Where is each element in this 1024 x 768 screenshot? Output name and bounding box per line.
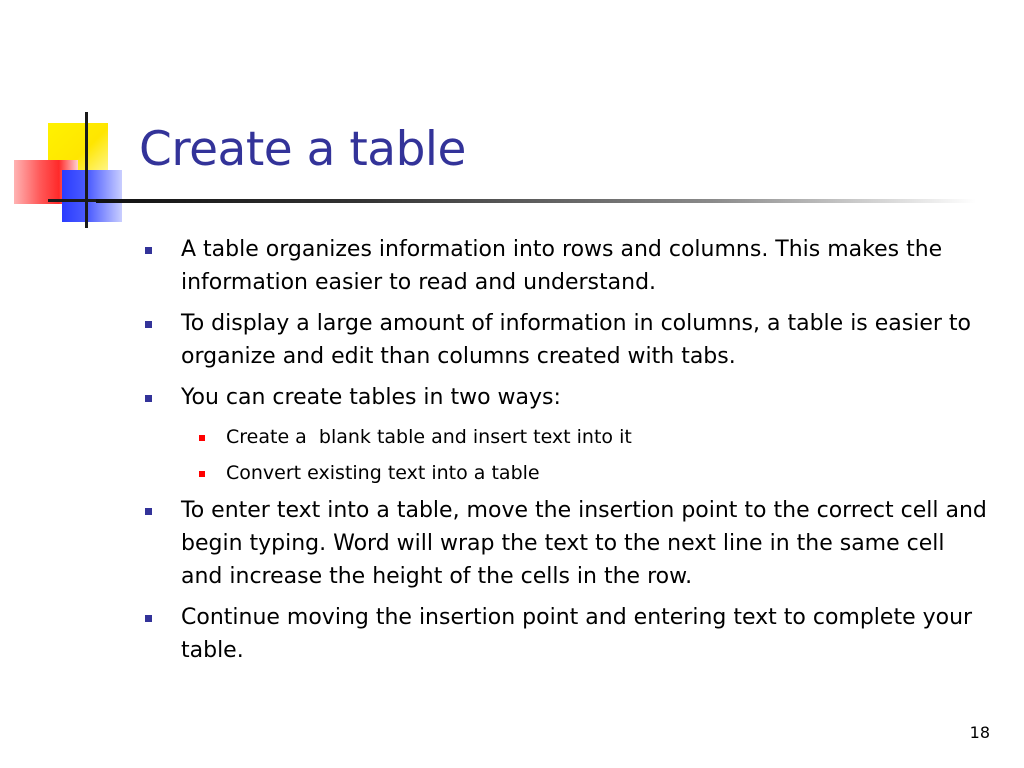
bullet-text: You can create tables in two ways: [181, 385, 561, 410]
page-number: 18 [969, 723, 990, 742]
bullet-text: To display a large amount of information in columns, a table is easier to organize and edit than columns created with tabs. [181, 311, 972, 369]
blue-square [62, 170, 122, 222]
bullet-text: Continue moving the insertion point and entering text to complete your table. [181, 605, 973, 663]
bullet-item [142, 494, 987, 593]
sub-bullet-item [187, 458, 987, 488]
square-bullet-icon [145, 508, 152, 515]
sub-bullet-item [187, 422, 987, 452]
red-square-bullet-icon [199, 435, 205, 441]
bullet-list [142, 233, 987, 675]
title-divider [96, 199, 976, 203]
bullet-item [142, 601, 987, 667]
sub-bullet-text: Convert existing text into a table [226, 462, 540, 484]
bullet-item [142, 307, 987, 373]
red-square-bullet-icon [199, 471, 205, 477]
bullet-item [142, 233, 987, 299]
square-bullet-icon [145, 321, 152, 328]
square-bullet-icon [145, 247, 152, 254]
slide-title: Create a table [139, 122, 466, 177]
bullet-item [142, 381, 987, 414]
decorative-logo [0, 0, 160, 240]
logo-vertical-line [85, 112, 88, 228]
square-bullet-icon [145, 615, 152, 622]
bullet-text: A table organizes information into rows and columns. This makes the information easier to read and understand. [181, 237, 943, 295]
square-bullet-icon [145, 395, 152, 402]
sub-bullet-text: Create a blank table and insert text into it [226, 426, 632, 448]
bullet-text: To enter text into a table, move the insertion point to the correct cell and begin typing. Word will wrap the text to the next line in the same cell and increase the height of the cells in the row. [181, 498, 987, 589]
